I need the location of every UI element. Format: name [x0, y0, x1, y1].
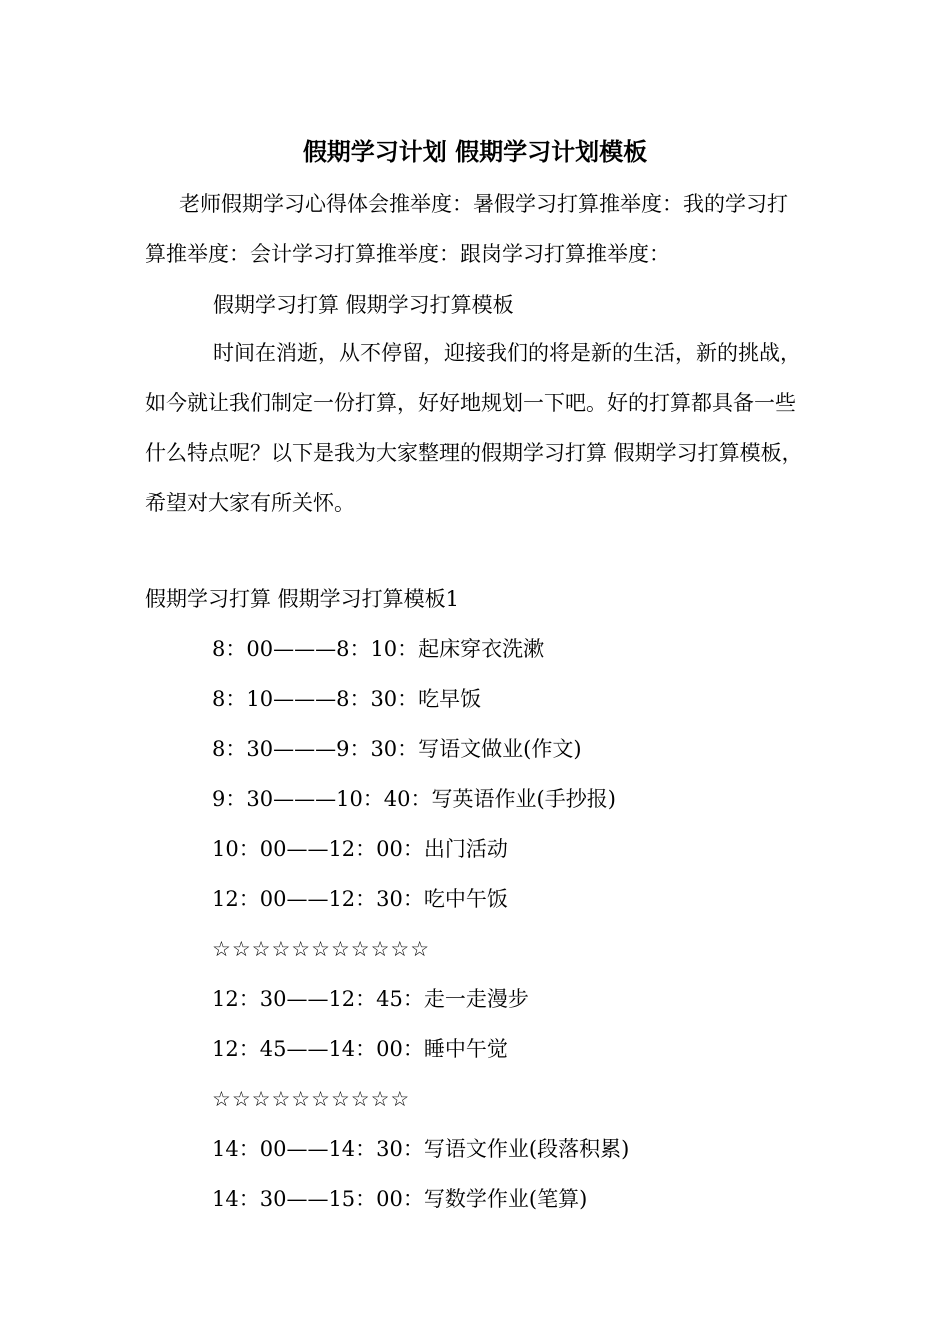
schedule-item: 12：00——12：30：吃中午饭 — [212, 887, 508, 911]
intro-paragraph: 老师假期学习心得体会推举度：暑假学习打算推举度：我的学习打算推举度：会计学习打算推举度：跟岗学习打算推举度： — [145, 192, 788, 266]
subtitle: 假期学习打算 假期学习打算模板 — [213, 293, 514, 317]
schedule-item: 8：30———9：30：写语文做业(作文) — [212, 737, 582, 761]
schedule-item: 14：30——15：00：写数学作业(笔算) — [212, 1187, 588, 1211]
schedule-item: 14：00——14：30：写语文作业(段落积累) — [212, 1137, 630, 1161]
section-heading: 假期学习打算 假期学习打算模板1 — [145, 587, 460, 611]
document-title: 假期学习计划 假期学习计划模板 — [302, 137, 648, 166]
schedule-item: 10：00——12：00：出门活动 — [212, 837, 508, 861]
schedule-item: 9：30———10：40：写英语作业(手抄报) — [212, 787, 616, 811]
star-divider: ☆☆☆☆☆☆☆☆☆☆ — [212, 1087, 411, 1111]
schedule-item: 8：00———8：10：起床穿衣洗漱 — [212, 637, 545, 661]
star-divider: ☆☆☆☆☆☆☆☆☆☆☆ — [212, 937, 431, 961]
body-paragraph: 时间在消逝，从不停留，迎接我们的将是新的生活，新的挑战，如今就让我们制定一份打算，好好地规划一下吧。好的打算都具备一些什么特点呢？以下是我为大家整理的假期学习打算 假期学习打算模板，希望对大家有所关怀。 — [145, 341, 803, 515]
schedule-item: 8：10———8：30：吃早饭 — [212, 687, 482, 711]
schedule-list — [212, 624, 629, 1224]
schedule-item: 12：30——12：45：走一走漫步 — [212, 987, 529, 1011]
schedule-item: 12：45——14：00：睡中午觉 — [212, 1037, 508, 1061]
